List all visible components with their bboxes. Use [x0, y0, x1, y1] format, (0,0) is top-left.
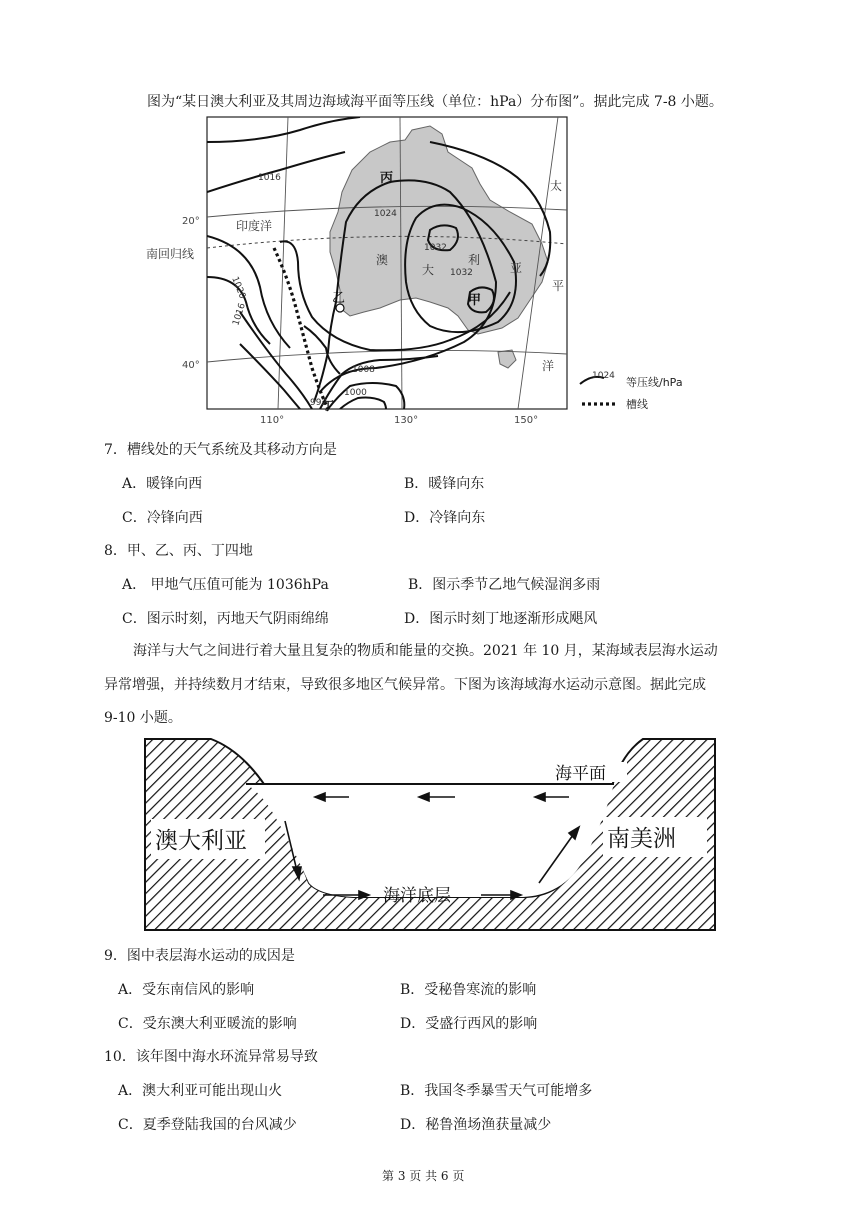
q7-option-b: B．暖锋向东	[404, 476, 485, 492]
isobar-label-1000: 1000	[344, 388, 367, 398]
isobar-label-1016-top: 1016	[258, 173, 281, 183]
pacific-char-2: 平	[552, 279, 565, 293]
point-jia-label: 甲	[468, 293, 482, 308]
south-america-label: 南美洲	[607, 826, 676, 852]
isobar-label-992: 992	[310, 398, 328, 408]
tropic-label: 南回归线	[146, 247, 195, 261]
isobar-map	[146, 112, 700, 426]
intro-7-8: 图为“某日澳大利亚及其周边海域海平面等压线（单位：hPa）分布图”。据此完成 7-8 小题。	[147, 94, 723, 110]
lon-130-label: 130°	[394, 415, 419, 426]
point-bing-label: 丙	[380, 171, 394, 186]
lat-20-label: 20°	[182, 216, 200, 227]
q10-option-b: B．我国冬季暴雪天气可能增多	[400, 1083, 593, 1099]
legend-trough-label: 槽线	[626, 398, 648, 411]
isobar-label-1020: 1020	[229, 275, 248, 301]
indian-ocean-label: 印度洋	[236, 219, 273, 233]
q7-stem: 7．槽线处的天气系统及其移动方向是	[104, 442, 337, 458]
page-footer: 第 3 页 共 6 页	[382, 1169, 465, 1183]
q9-option-b: B．受秘鲁寒流的影响	[400, 982, 537, 998]
q10-stem: 10．该年图中海水环流异常易导致	[104, 1049, 318, 1065]
legend-isobar-label: 等压线/hPa	[626, 376, 683, 389]
land-char-li: 利	[468, 253, 481, 267]
isobar-label-1032-a: 1032	[424, 243, 447, 253]
intro-9-10-line1: 海洋与大气之间进行着大量且复杂的物质和能量的交换。2021 年 10 月，某海域表层海水运动	[133, 643, 718, 659]
sea-surface-label: 海平面	[555, 764, 606, 784]
isobar-label-1016-left: 1016	[231, 302, 248, 327]
lon-110-label: 110°	[260, 415, 285, 426]
q8-option-c: C．图示时刻，丙地天气阴雨绵绵	[122, 611, 329, 627]
pacific-char-1: 太	[550, 179, 563, 193]
ocean-bottom-label: 海洋底层	[383, 886, 451, 906]
isobar-label-1032-b: 1032	[450, 268, 473, 278]
land-char-da: 大	[422, 263, 435, 277]
q7-option-a: A．暖锋向西	[122, 476, 203, 492]
q10-option-c: C．夏季登陆我国的台风减少	[118, 1117, 297, 1133]
q9-option-d: D．受盛行西风的影响	[400, 1016, 538, 1032]
q7-option-d: D．冷锋向东	[404, 510, 486, 526]
point-yi-label: 乙	[332, 291, 346, 306]
q8-option-b: B．图示季节乙地气候湿润多雨	[408, 577, 601, 593]
isobar-label-1008: 1008	[352, 365, 375, 375]
intro-9-10-line2: 异常增强，并持续数月才结束，导致很多地区气候异常。下图为该海域海水运动示意图。据此完成	[104, 677, 706, 693]
intro-9-10-line3: 9-10 小题。	[104, 710, 182, 726]
q8-option-a: A． 甲地气压值可能为 1036hPa	[122, 577, 329, 593]
land-char-ya: 亚	[510, 261, 523, 275]
q10-option-a: A．澳大利亚可能出现山火	[118, 1083, 283, 1099]
q9-option-a: A．受东南信风的影响	[118, 982, 255, 998]
lon-150-label: 150°	[514, 415, 539, 426]
ocean-circulation-figure	[143, 737, 718, 933]
q8-option-d: D．图示时刻丁地逐渐形成飓风	[404, 611, 598, 627]
isobar-label-1024: 1024	[374, 209, 397, 219]
australia-label: 澳大利亚	[155, 828, 247, 854]
lat-40-label: 40°	[182, 360, 200, 371]
point-ding-label: 丁	[322, 399, 335, 413]
q8-stem: 8．甲、乙、丙、丁四地	[104, 543, 253, 559]
legend-isobar-value: 1024	[592, 371, 615, 381]
land-char-ao: 澳	[376, 253, 389, 267]
q7-option-c: C．冷锋向西	[122, 510, 203, 526]
q9-option-c: C．受东澳大利亚暖流的影响	[118, 1016, 297, 1032]
pacific-char-3: 洋	[542, 359, 555, 373]
q9-stem: 9．图中表层海水运动的成因是	[104, 948, 295, 964]
q10-option-d: D．秘鲁渔场渔获量减少	[400, 1117, 552, 1133]
